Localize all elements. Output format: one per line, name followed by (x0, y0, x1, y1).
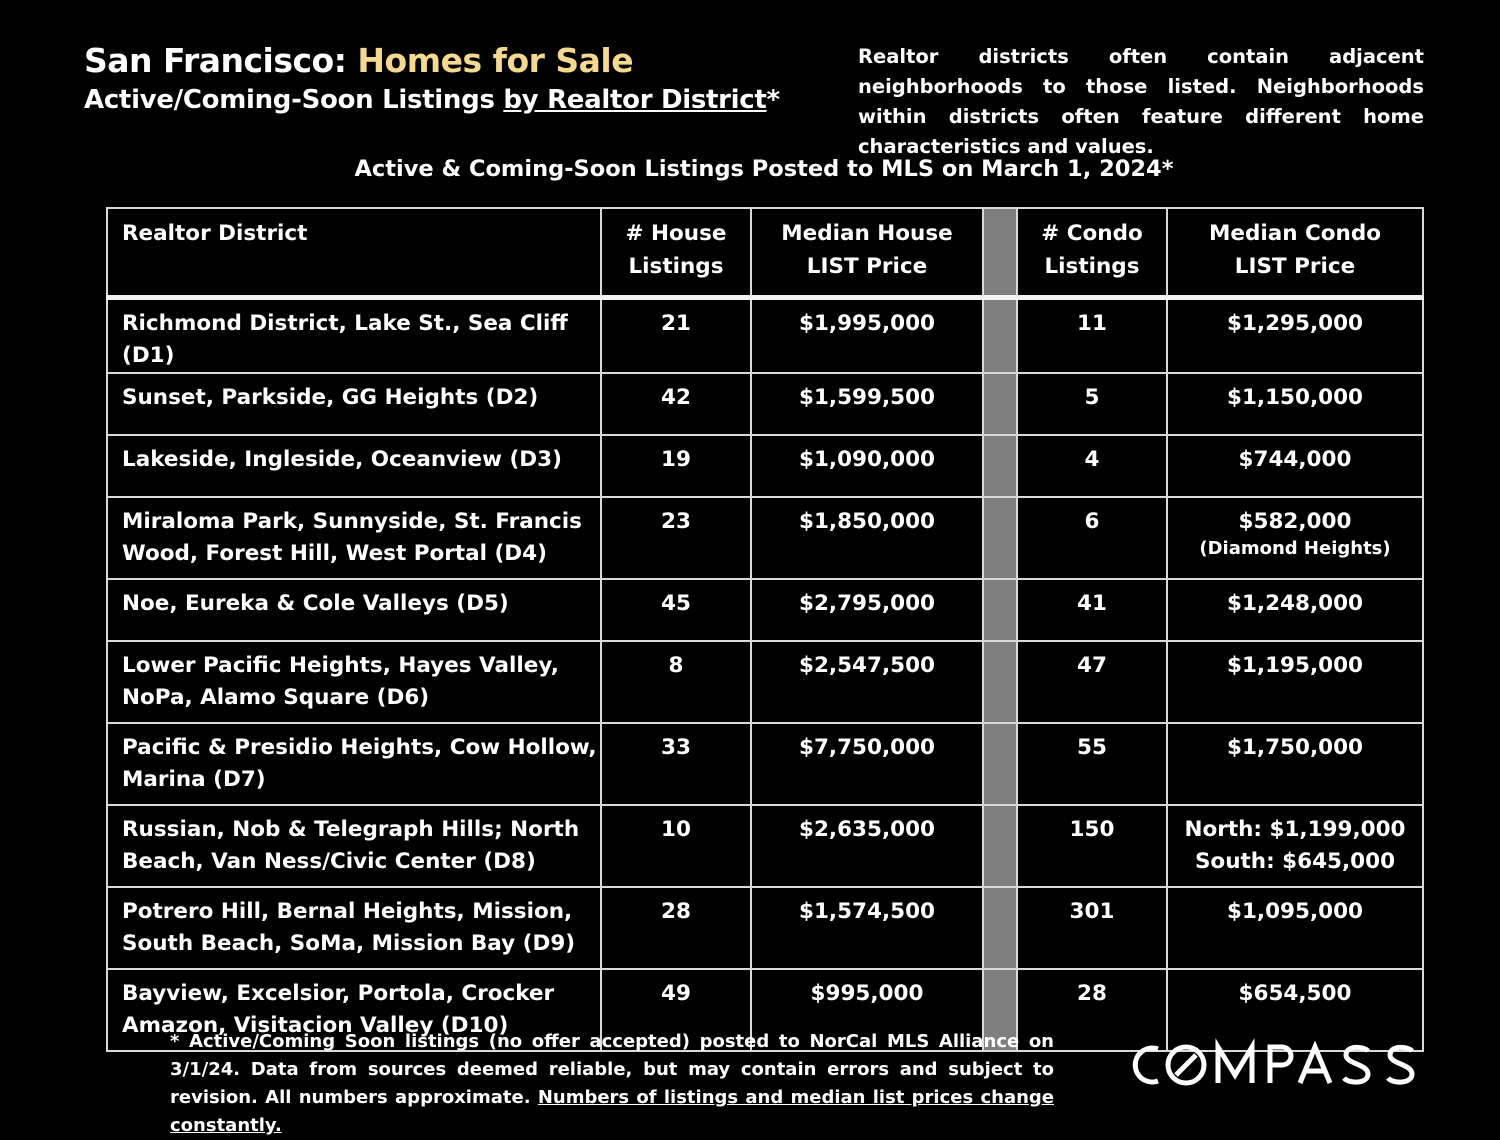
district-cell: Pacific & Presidio Heights, Cow Hollow, Marina (D7) (107, 723, 601, 805)
table-heading: Active & Coming-Soon Listings Posted to MLS on March 1, 2024* (354, 156, 1174, 182)
condo-listings-cell: 301 (1017, 887, 1167, 969)
table-row (107, 298, 1423, 374)
house-price-cell: $2,795,000 (751, 579, 983, 641)
district-cell: Sunset, Parkside, GG Heights (D2) (107, 373, 601, 435)
separator-cell (983, 435, 1017, 497)
condo-price-note: (Diamond Heights) (1199, 538, 1391, 559)
col-header-house-price (751, 208, 983, 298)
col-header-house-price-line2: LIST Price (806, 254, 928, 279)
condo-price-value: $582,000 (1238, 509, 1352, 534)
logo-letter-a (1300, 1047, 1330, 1083)
col-header-district: Realtor District (107, 208, 601, 298)
col-header-condo-price-line2: LIST Price (1234, 254, 1356, 279)
house-listings-cell: 19 (601, 435, 751, 497)
col-header-condo-listings (1017, 208, 1167, 298)
house-listings-cell: 28 (601, 887, 751, 969)
district-cell: Russian, Nob & Telegraph Hills; North Beach, Van Ness/Civic Center (D8) (107, 805, 601, 887)
district-cell: Noe, Eureka & Cole Valleys (D5) (107, 579, 601, 641)
col-header-condo-price (1167, 208, 1423, 298)
house-listings-cell: 21 (601, 298, 751, 374)
house-price-cell: $1,850,000 (751, 497, 983, 579)
house-listings-cell: 33 (601, 723, 751, 805)
logo-compass-needle (1176, 1055, 1196, 1075)
district-cell: Bayview, Excelsior, Portola, Crocker Amazon, Visitacion Valley (D10) (107, 969, 601, 1051)
logo-letter-c (1135, 1048, 1158, 1082)
table-row (107, 497, 1423, 579)
title-block (84, 40, 804, 118)
condo-listings-cell: 4 (1017, 435, 1167, 497)
condo-listings-cell: 11 (1017, 298, 1167, 374)
house-price-cell: $2,547,500 (751, 641, 983, 723)
table-row (107, 723, 1423, 805)
house-listings-cell: 8 (601, 641, 751, 723)
listings-table (106, 207, 1424, 1052)
col-header-house-price-line1: Median House (781, 221, 953, 246)
district-note: Realtor districts often contain adjacent neighborhoods to those listed. Neighborhoods within districts often feature different home characteristics and values. (858, 45, 1424, 158)
condo-price-cell (1167, 805, 1423, 887)
page-subtitle (84, 82, 804, 118)
separator-cell (983, 497, 1017, 579)
separator-cell (983, 805, 1017, 887)
house-price-cell: $1,090,000 (751, 435, 983, 497)
house-listings-cell: 49 (601, 969, 751, 1051)
condo-price-cell: $1,150,000 (1167, 373, 1423, 435)
condo-price-cell: $1,295,000 (1167, 298, 1423, 374)
district-cell: Lakeside, Ingleside, Oceanview (D3) (107, 435, 601, 497)
house-listings-cell: 45 (601, 579, 751, 641)
condo-price-cell: $654,500 (1167, 969, 1423, 1051)
district-cell: Potrero Hill, Bernal Heights, Mission, South Beach, SoMa, Mission Bay (D9) (107, 887, 601, 969)
house-listings-cell: 23 (601, 497, 751, 579)
logo-letter-s2 (1388, 1047, 1412, 1082)
subtitle-prefix: Active/Coming-Soon Listings (84, 85, 504, 115)
title-accent: Homes for Sale (357, 41, 634, 80)
separator-cell (983, 641, 1017, 723)
house-price-cell: $995,000 (751, 969, 983, 1051)
house-listings-cell: 42 (601, 373, 751, 435)
district-cell: Miraloma Park, Sunnyside, St. Francis Wood, Forest Hill, West Portal (D4) (107, 497, 601, 579)
table-row (107, 373, 1423, 435)
compass-logo (1122, 1035, 1442, 1095)
condo-listings-cell: 41 (1017, 579, 1167, 641)
condo-price-cell: $1,248,000 (1167, 579, 1423, 641)
separator-cell (983, 723, 1017, 805)
subtitle-underlined: by Realtor District (503, 85, 767, 115)
footnote-text: * Active/Coming Soon listings (no offer accepted) posted to NorCal MLS Alliance on 3/1/24. Data from sources deemed reliable, but may contain errors and subject to revision. All numbers approximate. (170, 1031, 1054, 1108)
separator-cell (983, 579, 1017, 641)
separator-cell (983, 887, 1017, 969)
col-header-condo-listings-line1: # Condo (1041, 221, 1143, 246)
condo-price-north: North: $1,199,000 (1184, 817, 1406, 842)
condo-price-cell: $1,750,000 (1167, 723, 1423, 805)
condo-listings-cell: 47 (1017, 641, 1167, 723)
table-row (107, 805, 1423, 887)
house-listings-cell: 10 (601, 805, 751, 887)
condo-listings-cell: 6 (1017, 497, 1167, 579)
col-header-house-listings (601, 208, 751, 298)
col-header-house-listings-line1: # House (625, 221, 727, 246)
house-price-cell: $2,635,000 (751, 805, 983, 887)
col-header-condo-listings-line2: Listings (1044, 254, 1140, 279)
condo-price-cell: $744,000 (1167, 435, 1423, 497)
district-cell: Richmond District, Lake St., Sea Cliff (D1) (107, 298, 601, 374)
col-header-condo-price-line1: Median Condo (1208, 221, 1382, 246)
condo-price-cell (1167, 497, 1423, 579)
logo-letter-s1 (1344, 1047, 1368, 1082)
condo-price-south: South: $645,000 (1194, 849, 1396, 874)
table-row (107, 579, 1423, 641)
condo-listings-cell: 55 (1017, 723, 1167, 805)
condo-listings-cell: 5 (1017, 373, 1167, 435)
footnote-underlined: Numbers of listings and median list prices change constantly. (170, 1087, 1055, 1136)
col-separator (983, 208, 1017, 298)
condo-listings-cell: 28 (1017, 969, 1167, 1051)
table-row (107, 887, 1423, 969)
page-title (84, 40, 804, 82)
house-price-cell: $1,995,000 (751, 298, 983, 374)
col-header-house-listings-line2: Listings (628, 254, 724, 279)
table-header-row (107, 208, 1423, 298)
footnote (170, 1028, 1054, 1140)
condo-price-cell: $1,195,000 (1167, 641, 1423, 723)
table-row (107, 641, 1423, 723)
table-row (107, 435, 1423, 497)
separator-cell (983, 373, 1017, 435)
subtitle-suffix: * (766, 85, 780, 115)
condo-price-cell: $1,095,000 (1167, 887, 1423, 969)
logo-letter-m (1218, 1047, 1252, 1083)
condo-listings-cell: 150 (1017, 805, 1167, 887)
house-price-cell: $1,574,500 (751, 887, 983, 969)
district-cell: Lower Pacific Heights, Hayes Valley, NoPa, Alamo Square (D6) (107, 641, 601, 723)
house-price-cell: $7,750,000 (751, 723, 983, 805)
separator-cell (983, 298, 1017, 374)
logo-letter-p (1270, 1047, 1291, 1083)
title-prefix: San Francisco: (84, 41, 358, 80)
house-price-cell: $1,599,500 (751, 373, 983, 435)
